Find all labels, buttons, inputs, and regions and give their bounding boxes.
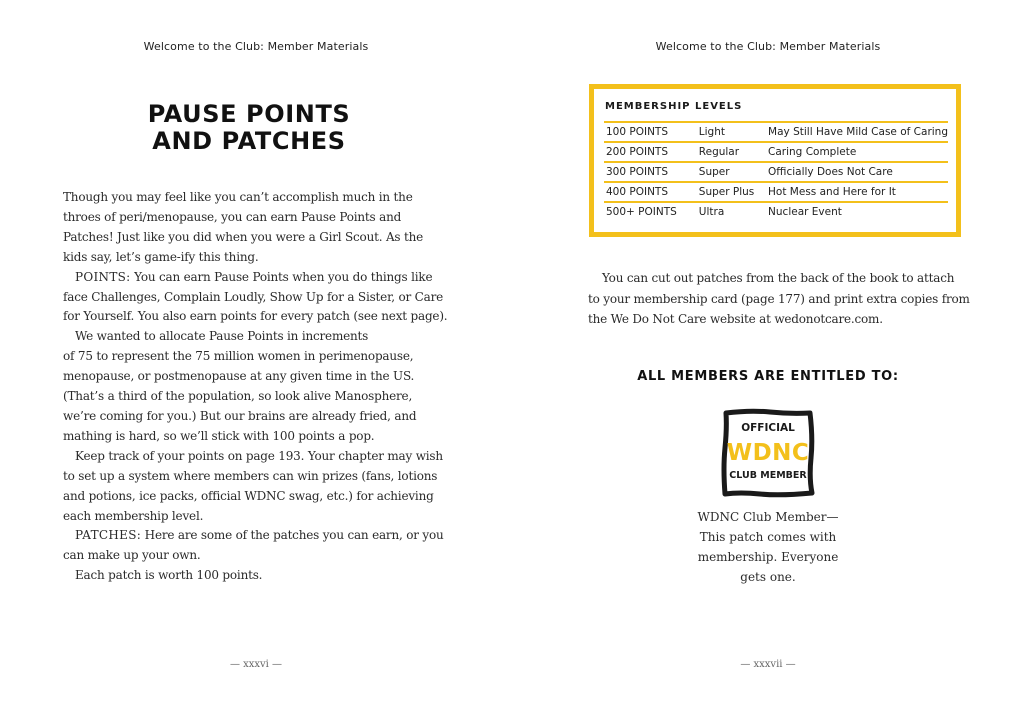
- page-number-right: — xxxvii —: [740, 659, 796, 670]
- page-title: [62, 101, 436, 155]
- runin-label: PATCHES:: [75, 528, 142, 543]
- body-line: [63, 307, 448, 327]
- body-line-text: throes of peri/menopause, you can earn Pause Points and: [63, 209, 402, 224]
- body-line-text: we’re coming for you.) But our brains are already fried, and: [63, 408, 417, 423]
- body-line-text: We wanted to allocate Pause Points in increments: [75, 329, 369, 344]
- body-line-text: and potions, ice packs, official WDNC swag, etc.) for achieving: [63, 488, 434, 503]
- body-line: [63, 387, 443, 407]
- body-line: [63, 208, 443, 228]
- body-line: [63, 347, 443, 367]
- caption-line: gets one.: [740, 570, 796, 584]
- body-line-text: to set up a system where members can win prizes (fans, lotions: [63, 468, 438, 483]
- points-cell: 300 POINTS: [604, 162, 699, 182]
- body-line-text: Though you may feel like you can’t accomplish much in the: [63, 190, 413, 204]
- body-line: [63, 188, 443, 208]
- page-number-left: — xxxvi —: [229, 659, 283, 670]
- body-line-text: (That’s a third of the population, so look alive Manosphere,: [63, 389, 413, 404]
- level-cell: Super: [699, 162, 768, 182]
- body-line-text: face Challenges, Complain Loudly, Show Up for a Sister, or Care: [63, 289, 444, 304]
- caption-line: This patch comes with: [699, 530, 837, 544]
- patch-bottom-text: CLUB MEMBER: [729, 470, 807, 481]
- body-line: [63, 487, 443, 507]
- table-row: [604, 202, 948, 221]
- caption-line: membership. Everyone: [697, 550, 839, 564]
- title-line-2: AND PATCHES: [152, 127, 346, 155]
- description-cell: May Still Have Mild Case of Caring: [768, 122, 948, 142]
- body-line: [63, 248, 443, 268]
- body-line-text: for Yourself. You also earn points for every patch (see next page).: [63, 309, 448, 324]
- description-cell: Hot Mess and Here for It: [768, 182, 948, 202]
- body-line: [63, 447, 443, 467]
- title-line-1: PAUSE POINTS: [147, 100, 351, 128]
- body-line: [63, 546, 443, 566]
- running-head-left: Welcome to the Club: Member Materials: [143, 40, 369, 53]
- body-line: [63, 228, 443, 248]
- body-line: [63, 467, 443, 487]
- body-line: [63, 507, 443, 527]
- body-line-text: You can earn Pause Points when you do things like: [130, 269, 433, 284]
- body-line-text: can make up your own.: [63, 548, 201, 563]
- points-cell: 200 POINTS: [604, 142, 699, 162]
- runin-label: POINTS:: [75, 269, 131, 284]
- membership-levels-box: [589, 84, 961, 237]
- description-cell: Nuclear Event: [768, 202, 948, 221]
- body-line: [63, 327, 443, 347]
- body-line-text: Each patch is worth 100 points.: [75, 568, 263, 583]
- level-cell: Super Plus: [699, 182, 768, 202]
- points-cell: 100 POINTS: [604, 122, 699, 142]
- description-cell: Officially Does Not Care: [768, 162, 948, 182]
- body-line-text: kids say, let’s game-ify this thing.: [63, 249, 259, 264]
- table-row: [604, 142, 948, 162]
- membership-levels-title: MEMBERSHIP LEVELS: [605, 101, 743, 112]
- body-line: [63, 566, 443, 586]
- body-text: [63, 188, 448, 586]
- level-cell: Light: [699, 122, 768, 142]
- body-line-text: of 75 to represent the 75 million women in perimenopause,: [63, 349, 414, 364]
- wdnc-club-member-patch: [720, 408, 816, 498]
- table-row: [604, 182, 948, 202]
- level-cell: Ultra: [699, 202, 768, 221]
- table-row: [604, 122, 948, 142]
- body-line-text: menopause, or postmenopause at any given time in the US.: [63, 369, 415, 384]
- points-cell: 400 POINTS: [604, 182, 699, 202]
- right-page: [512, 0, 1024, 717]
- entitled-heading: ALL MEMBERS ARE ENTITLED TO:: [637, 369, 899, 384]
- patch-caption: [662, 507, 874, 587]
- body-line-text: Patches! Just like you did when you were a Girl Scout. As the: [63, 229, 424, 244]
- patch-top-text: OFFICIAL: [741, 422, 795, 434]
- body-line-text: Keep track of your points on page 193. Your chapter may wish: [75, 448, 443, 463]
- caption-line: WDNC Club Member—: [697, 510, 839, 524]
- body-line: [63, 288, 443, 308]
- body-line: [63, 407, 443, 427]
- running-head-right: Welcome to the Club: Member Materials: [655, 40, 881, 53]
- level-cell: Regular: [699, 142, 768, 162]
- body-line: [63, 427, 443, 447]
- description-cell: Caring Complete: [768, 142, 948, 162]
- points-cell: 500+ POINTS: [604, 202, 699, 221]
- body-line-text: each membership level.: [63, 508, 204, 523]
- membership-levels-table: [604, 121, 948, 221]
- patch-main-text: WDNC: [726, 440, 810, 466]
- patch-note-line: You can cut out patches from the back of the book to attach: [602, 271, 955, 285]
- body-line: [63, 268, 443, 288]
- body-line-text: mathing is hard, so we’ll stick with 100 points a pop.: [63, 428, 375, 443]
- patch-note: [588, 268, 968, 330]
- body-line: [63, 367, 443, 387]
- patch-note-line: the We Do Not Care website at wedonotcare.com.: [588, 312, 883, 326]
- body-line-text: Here are some of the patches you can earn, or you: [141, 528, 444, 543]
- body-line: [63, 526, 443, 546]
- patch-note-line: to your membership card (page 177) and print extra copies from: [588, 291, 970, 306]
- table-row: [604, 162, 948, 182]
